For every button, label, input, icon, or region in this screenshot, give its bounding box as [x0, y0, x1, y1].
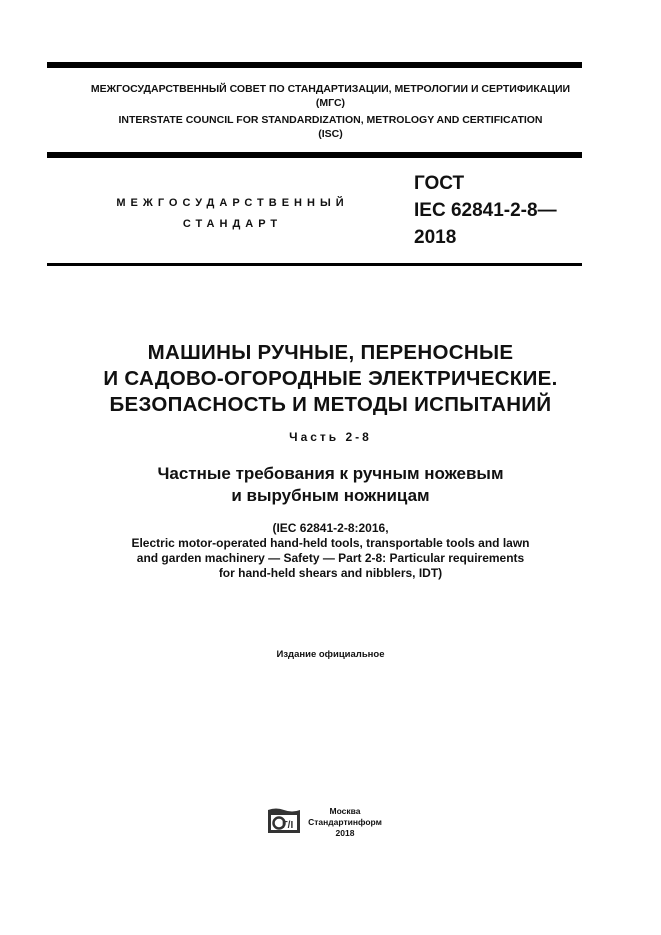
standartinform-logo-icon	[266, 806, 302, 836]
gost-line1: ГОСТ	[414, 173, 465, 194]
gost-line3: 2018	[414, 227, 457, 248]
international-reference	[0, 521, 661, 581]
council-en-name: INTERSTATE COUNCIL FOR STANDARDIZATION, METROLOGY AND CERTIFICATION	[118, 114, 543, 126]
intl-line3: and garden machinery — Safety — Part 2-8: Particular requirements	[136, 551, 525, 565]
document-title	[0, 340, 661, 418]
intl-line1: (IEC 62841-2-8:2016,	[272, 521, 389, 535]
intl-line2: Electric motor-operated hand-held tools, transportable tools and lawn	[131, 536, 530, 550]
intl-line4: for hand-held shears and nibblers, IDT)	[218, 566, 443, 580]
gost-designation	[414, 170, 557, 251]
council-ru-name: МЕЖГОСУДАРСТВЕННЫЙ СОВЕТ ПО СТАНДАРТИЗАЦИИ, МЕТРОЛОГИИ И СЕРТИФИКАЦИИ	[90, 83, 571, 95]
subtitle-line2: и вырубным ножницам	[231, 486, 430, 505]
edition-note: Издание официальное	[276, 649, 385, 660]
publisher-name: Стандартинформ	[308, 817, 382, 827]
council-ru	[0, 82, 661, 110]
title-line2: И САДОВО-ОГОРОДНЫЕ ЭЛЕКТРИЧЕСКИЕ.	[103, 367, 558, 390]
middle-rule	[47, 152, 582, 158]
gost-line2: IEC 62841-2-8—	[414, 200, 557, 221]
bottom-rule	[47, 263, 582, 266]
subtitle-line1: Частные требования к ручным ножевым	[157, 464, 504, 483]
council-ru-abbr: (МГС)	[315, 97, 346, 109]
title-line3: БЕЗОПАСНОСТЬ И МЕТОДЫ ИСПЫТАНИЙ	[109, 393, 552, 416]
council-en	[0, 113, 661, 141]
top-rule	[47, 62, 582, 68]
svg-text:Г/І: Г/І	[282, 820, 294, 831]
document-subtitle	[0, 463, 661, 507]
standard-type-label	[100, 193, 365, 235]
standard-label-line1: МЕЖГОСУДАРСТВЕННЫЙ	[116, 197, 349, 209]
standard-label-line2: СТАНДАРТ	[182, 218, 283, 230]
publisher-year: 2018	[335, 828, 355, 838]
part-number: Часть 2-8	[289, 430, 372, 444]
title-line1: МАШИНЫ РУЧНЫЕ, ПЕРЕНОСНЫЕ	[147, 341, 514, 364]
publisher-city: Москва	[329, 806, 361, 816]
council-en-abbr: (ISC)	[318, 128, 343, 140]
publisher-block	[300, 806, 390, 839]
